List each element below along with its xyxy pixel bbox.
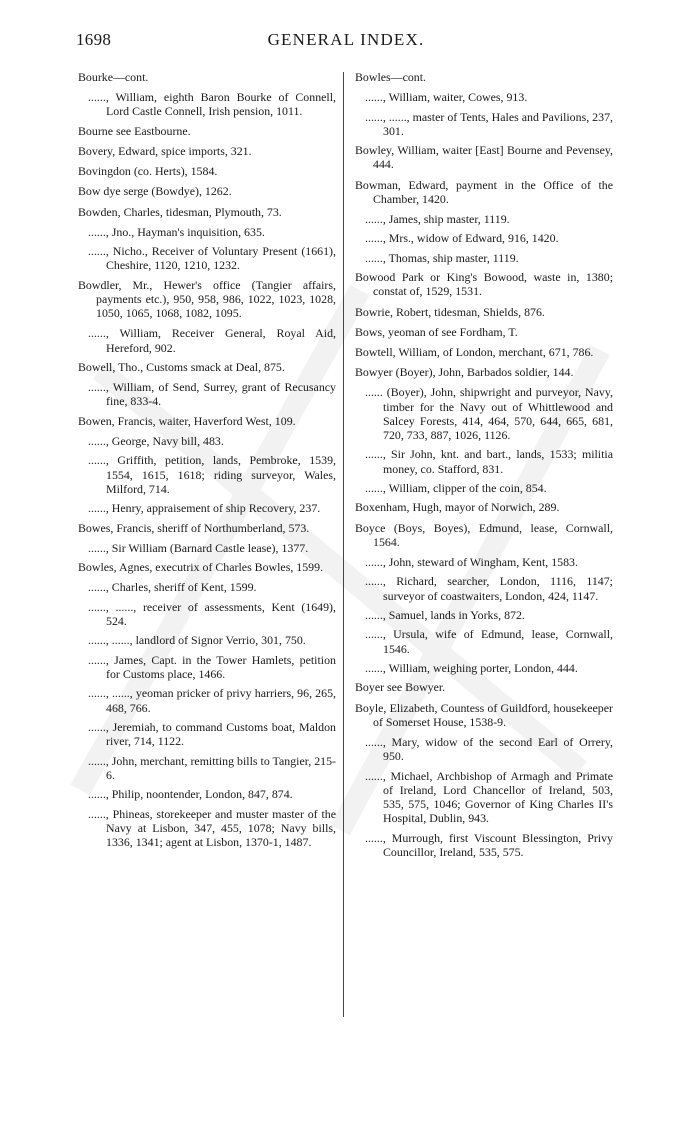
index-entry: ......, Samuel, lands in Yorks, 872. — [365, 607, 525, 622]
index-entry: Bowman, Edward, payment in the Office of the Chamber, 1420. — [355, 177, 613, 206]
index-entry: Bow dye serge (Bowdye), 1262. — [78, 184, 232, 199]
index-entry: Bowood Park or King's Bowood, waste in, 1380; constat of, 1529, 1531. — [355, 270, 613, 299]
index-entry: ......, ......, landlord of Signor Verrio, 301, 750. — [88, 633, 306, 648]
index-entry: ......, Murrough, first Viscount Blessington, Privy Councillor, Ireland, 535, 575. — [365, 830, 613, 859]
index-entry: ......, Michael, Archbishop of Armagh and Primate of Ireland, Lord Chancellor of Ireland, 503, 535, 575, 1046; Governor of King Charles II's Hospital, Dublin, 943. — [365, 768, 613, 826]
index-entry: ......, Charles, sheriff of Kent, 1599. — [88, 580, 257, 595]
index-entry: ......, Henry, appraisement of ship Recovery, 237. — [88, 501, 321, 516]
index-entry: ......, George, Navy bill, 483. — [88, 434, 224, 448]
index-entry: ......, William, weighing porter, London, 444. — [365, 660, 578, 675]
index-entry: ......, William, of Send, Surrey, grant of Recusancy fine, 833-4. — [88, 380, 336, 409]
column-divider — [343, 72, 344, 1017]
index-entry: Bowyer (Boyer), John, Barbados soldier, 144. — [355, 365, 574, 380]
index-entry: ......, ......, receiver of assessments, Kent (1649), 524. — [88, 599, 336, 628]
index-entry: ......, ......, yeoman pricker of privy harriers, 96, 265, 468, 766. — [88, 686, 336, 715]
index-entry: ......, Mrs., widow of Edward, 916, 1420. — [365, 231, 559, 246]
index-entry: Boxenham, Hugh, mayor of Norwich, 289. — [355, 500, 560, 515]
index-entry: ......, Phineas, storekeeper and muster master of the Navy at Lisbon, 347, 455, 1078; Navy bills, 1336, 1341; agent at Lisbon, 1370-1, 1487. — [88, 806, 336, 849]
index-entry: ......, James, Capt. in the Tower Hamlets, petition for Customs place, 1466. — [88, 652, 336, 681]
page-number: 1698 — [76, 30, 112, 49]
index-entry: ......, William, waiter, Cowes, 913. — [365, 90, 528, 105]
index-entry: ......, Ursula, wife of Edmund, lease, Cornwall, 1546. — [365, 627, 613, 656]
index-entry: Boyer see Bowyer. — [355, 680, 446, 695]
index-entry: ......, Richard, searcher, London, 1116, 1147; surveyor of coastwaiters, London, 424, 1147. — [365, 574, 613, 603]
page-title: GENERAL INDEX. — [267, 30, 425, 49]
index-entry: ......, Thomas, ship master, 1119. — [365, 250, 519, 265]
index-entry: ......, William, clipper of the coin, 854. — [365, 480, 547, 495]
index-entry: Bovingdon (co. Herts), 1584. — [78, 164, 218, 179]
index-entry: Bovery, Edward, spice imports, 321. — [78, 144, 252, 158]
index-entry: Bowrie, Robert, tidesman, Shields, 876. — [355, 304, 545, 319]
index-entry: ......, William, eighth Baron Bourke of Connell, Lord Castle Connell, Irish pension, 1011. — [88, 90, 336, 119]
index-entry: ......, Jno., Hayman's inquisition, 635. — [88, 224, 265, 239]
index-entry: ......, Philip, noontender, London, 847, 874. — [88, 787, 293, 802]
index-entry: Bowles, Agnes, executrix of Charles Bowles, 1599. — [78, 560, 324, 575]
index-entry: Boyle, Elizabeth, Countess of Guildford, housekeeper of Somerset House, 1538-9. — [355, 700, 613, 729]
index-entry: ......, Jeremiah, to command Customs boat, Maldon river, 714, 1122. — [88, 719, 336, 749]
left-column — [78, 70, 336, 854]
index-entry: ......, Sir John, knt. and bart., lands, 1533; militia money, co. Stafford, 831. — [365, 447, 613, 476]
index-entry: ......, Mary, widow of the second Earl of Orrery, 950. — [365, 734, 613, 764]
index-entry: Boyce (Boys, Boyes), Edmund, lease, Cornwall, 1564. — [355, 520, 613, 549]
index-entry: Bowen, Francis, waiter, Haverford West, 109. — [78, 413, 296, 428]
index-entry: ......, Sir William (Barnard Castle lease), 1377. — [88, 540, 309, 555]
index-entry: Bowes, Francis, sheriff of Northumberland, 573. — [78, 520, 310, 535]
index-entry: ......, John, steward of Wingham, Kent, 1583. — [365, 554, 578, 569]
index-entry: Bowdler, Mr., Hewer's office (Tangier affairs, payments etc.), 950, 958, 986, 1022, 1023, 1028, 1050, 1065, 1068, 1082, 1095. — [78, 277, 336, 321]
index-entry: ...... (Boyer), John, shipwright and purveyor, Navy, timber for the Navy out of Whittlewood and Salcey Forests, 414, 464, 570, 644, 665, 681, 720, 733, 887, 1026, 1126. — [365, 385, 613, 442]
index-entry: Bowden, Charles, tidesman, Plymouth, 73. — [78, 204, 282, 219]
index-entry: ......, William, Receiver General, Royal Aid, Hereford, 902. — [88, 326, 336, 355]
index-entry: Bowell, Tho., Customs smack at Deal, 875. — [78, 360, 285, 374]
index-entry: ......, James, ship master, 1119. — [365, 212, 510, 226]
index-entry: ......, Griffith, petition, lands, Pembroke, 1539, 1554, 1615, 1618; riding surveyor, Wales, Milford, 714. — [88, 453, 336, 496]
right-column — [355, 70, 613, 864]
index-entry: Bows, yeoman of see Fordham, T. — [355, 324, 518, 339]
page-header — [76, 30, 616, 54]
index-entry: Bowles—cont. — [355, 70, 427, 84]
index-entry: Bourke—cont. — [78, 70, 149, 84]
index-entry: Bowtell, William, of London, merchant, 671, 786. — [355, 344, 594, 359]
index-entry: ......, John, merchant, remitting bills to Tangier, 215-6. — [88, 753, 336, 782]
index-entry: ......, Nicho., Receiver of Voluntary Present (1661), Cheshire, 1120, 1210, 1232. — [88, 244, 336, 273]
index-entry: Bowley, William, waiter [East] Bourne and Pevensey, 444. — [355, 143, 613, 172]
index-entry: ......, ......, master of Tents, Hales and Pavilions, 237, 301. — [365, 109, 613, 138]
index-entry: Bourne see Eastbourne. — [78, 123, 191, 138]
